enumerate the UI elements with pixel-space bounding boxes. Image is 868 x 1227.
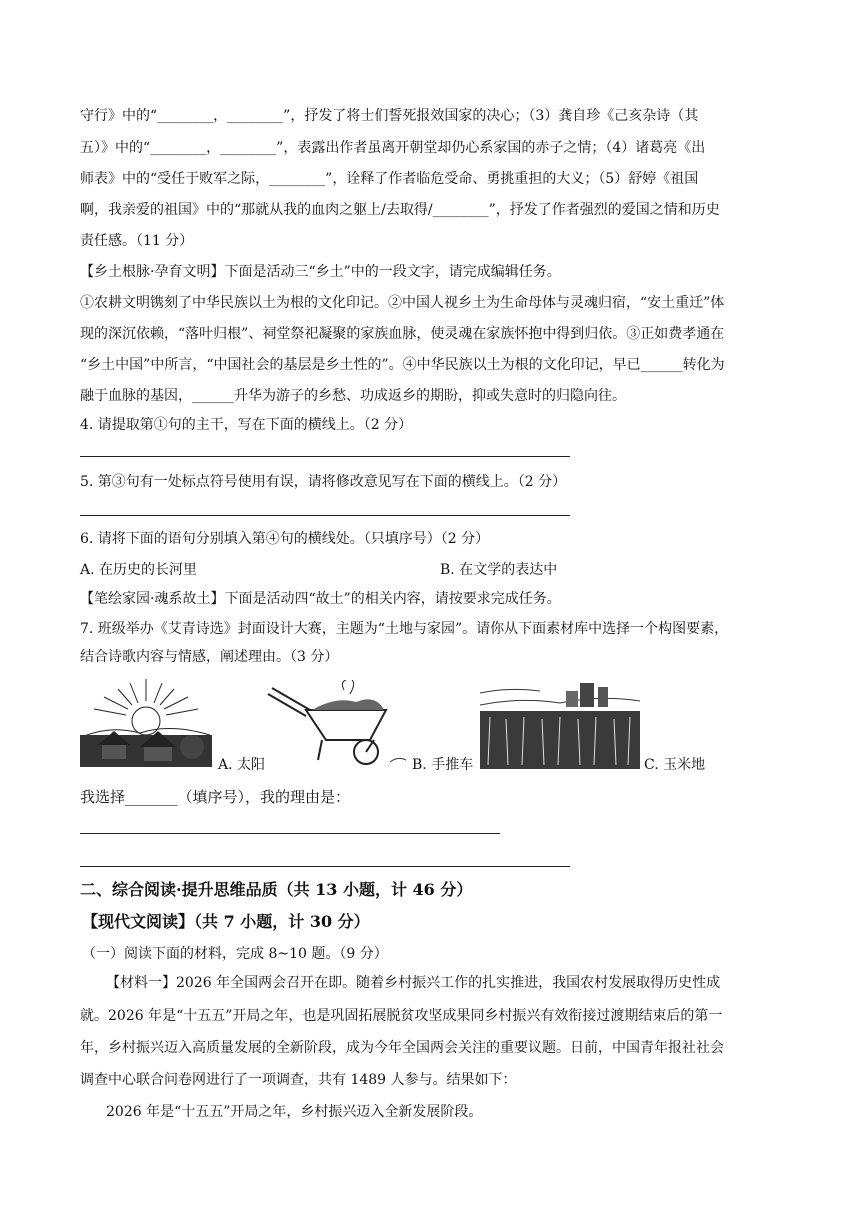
question-5: 5. 第③句有一处标点符号使用有误，请将修改意见写在下面的横线上。（2 分） — [80, 474, 567, 490]
question-6: 6. 请将下面的语句分别填入第④句的横线处。（只填序号）（2 分） — [80, 531, 490, 547]
material-line: 调查中心联合问卷网进行了一项调查，共有 1489 人参与。结果如下： — [80, 1072, 517, 1088]
text-line: 责任感。（11 分） — [80, 233, 194, 249]
subsection-heading: 【现代文阅读】（共 7 小题，计 30 分） — [82, 912, 370, 931]
material-line: 【材料一】2026 年全国两会召开在即。随着乡村振兴工作的扎实推进，我国农村发展取得历史性成 — [106, 975, 721, 991]
sun-farmhouse-illustration — [80, 675, 212, 767]
material-line: 年，乡村振兴迈入高质量发展的全新阶段，成为今年全国两会关注的重要议题。日前，中国青年报社社会 — [80, 1040, 724, 1056]
question-4: 4. 请提取第①句的主干，写在下面的横线上。（2 分） — [80, 417, 413, 433]
material-line: 就。2026 年是“十五五”开局之年，也是巩固拓展脱贫攻坚成果同乡村振兴有效衔接过渡期结束后的第一 — [80, 1008, 723, 1024]
option-b: B. 在文学的表达中 — [440, 562, 558, 578]
caption-b: B. 手推车 — [412, 757, 474, 773]
answer-line-7a[interactable] — [80, 833, 500, 834]
section-heading: 二、综合阅读·提升思维品质（共 13 小题，计 46 分） — [80, 880, 473, 899]
wheelbarrow-illustration — [266, 680, 414, 772]
answer-line-4[interactable] — [80, 456, 570, 457]
text-line: 守行》中的“________，________”，抒发了将士们誓死报效国家的决心；（3）龚自珍《己亥杂诗（其 — [80, 108, 699, 124]
task-heading: 【乡土根脉·孕育文明】下面是活动三“乡土”中的一段文字，请完成编辑任务。 — [80, 264, 561, 280]
passage-line: ①农耕文明镌刻了中华民族以土为根的文化印记。②中国人视乡土为生命母体与灵魂归宿，“安土重迁”体 — [80, 295, 725, 311]
text-line: 五）》中的“________，________”，表露出作者虽离开朝堂却仍心系家国的赤子之情；（4）诸葛亮《出 — [80, 140, 706, 156]
caption-a: A. 太阳 — [218, 757, 266, 773]
question-7: 7. 班级举办《艾青诗选》封面设计大赛，主题为“土地与家园”。请你从下面素材库中选择一个构图要素， — [80, 621, 729, 637]
caption-c: C. 玉米地 — [644, 757, 706, 773]
passage-line: 融于血脉的基因，______升华为游子的乡愁、功成返乡的期盼，抑或失意时的归隐向往。 — [80, 388, 626, 404]
text-line: 啊，我亲爱的祖国》中的“那就从我的血肉之躯上/去取得/________”，抒发了作者强烈的爱国之情和历史 — [80, 202, 720, 218]
choice-prompt: 我选择_______（填序号），我的理由是： — [80, 788, 351, 806]
chart-title: 2026 年是“十五五”开局之年，乡村振兴迈入全新发展阶段。 — [106, 1104, 483, 1120]
question-7: 结合诗歌内容与情感，阐述理由。（3 分） — [80, 649, 339, 665]
part-heading: （一）阅读下面的材料，完成 8~10 题。（9 分） — [82, 946, 388, 962]
task-heading: 【笔绘家园·魂系故土】下面是活动四“故土”的相关内容，请按要求完成任务。 — [80, 591, 561, 607]
passage-line: “乡土中国”中所言，“中国社会的基层是乡土性的”。④中华民族以土为根的文化印记，早已______转化为 — [80, 357, 725, 373]
text-line: 师表》中的“受任于败军之际，________”，诠释了作者临危受命、勇挑重担的大义；（5）舒婷《祖国 — [80, 171, 699, 187]
cornfield-illustration — [480, 677, 640, 769]
passage-line: 现的深沉依赖，“落叶归根”、祠堂祭祀凝聚的家族血脉，使灵魂在家族怀抱中得到归依。③正如费孝通在 — [80, 326, 725, 342]
answer-line-7b[interactable] — [80, 866, 570, 867]
answer-line-5[interactable] — [80, 515, 570, 516]
option-a: A. 在历史的长河里 — [80, 562, 198, 578]
